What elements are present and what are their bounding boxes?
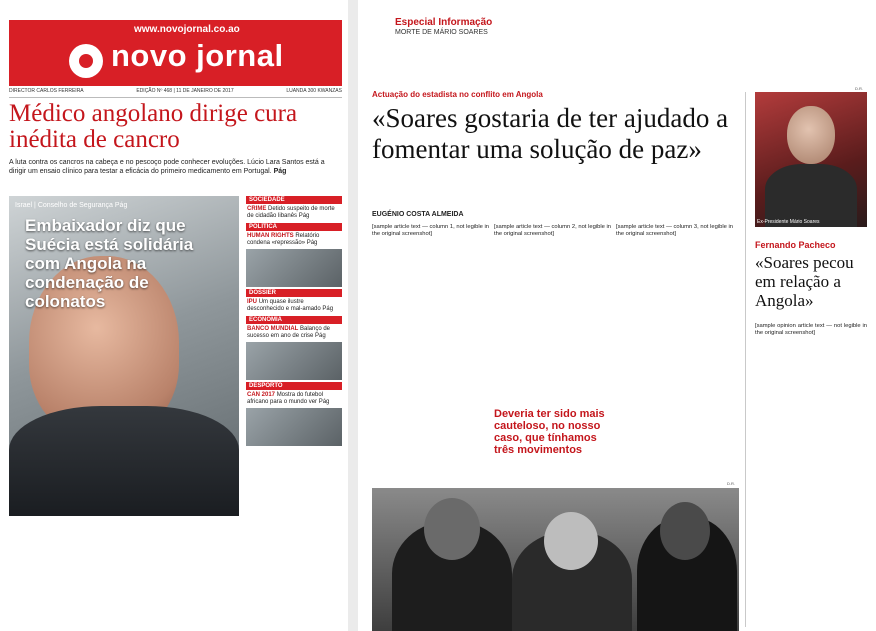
- front-headline: Médico angolano dirige cura inédita de cancro: [9, 100, 298, 153]
- front-kicker-page: Pág: [114, 202, 128, 209]
- special-subsection: MORTE DE MÁRIO SOARES: [395, 29, 488, 36]
- section-tag: BANCO MUNDIAL: [247, 326, 299, 332]
- masthead: [9, 20, 342, 86]
- section-text: [246, 390, 342, 407]
- section-label: POLÍTICA: [246, 223, 342, 231]
- portrait-body: [765, 164, 857, 227]
- article-author: EUGÉNIO COSTA ALMEIDA: [372, 211, 464, 218]
- section-teaser: Balanço de sucesso em ano de crise: [247, 326, 331, 339]
- edition: EDIÇÃO Nº 468 | 11 DE JANEIRO DE 2017: [136, 88, 234, 94]
- dateline: [9, 87, 342, 98]
- portrait-face: [787, 106, 835, 164]
- portrait-credit: D.R.: [855, 86, 863, 91]
- opinion-headline: «Soares pecou em relação a Angola»: [755, 253, 854, 310]
- section-teaser: Relatório condena «repressão»: [247, 233, 320, 246]
- section-tag: HUMAN RIGHTS: [247, 233, 294, 239]
- photo-head: [424, 498, 480, 560]
- article-headline: «Soares gostaria de ter ajudado a fomentar uma solução de paz»: [372, 103, 729, 164]
- section-tag: IPU: [247, 299, 258, 305]
- portrait-caption: Ex-Presidente Mário Soares: [757, 219, 820, 225]
- place-price: LUANDA 300 KWANZAS: [286, 88, 342, 94]
- section-sociedade[interactable]: [246, 196, 342, 221]
- front-photo-story: Embaixador diz que Suécia está solidária com Angola na condenação de colonatos: [25, 216, 194, 311]
- section-page: Pág: [298, 213, 310, 219]
- section-thumbnail: [246, 408, 342, 446]
- logo-icon: [69, 44, 103, 78]
- page-gutter: [348, 0, 358, 631]
- front-photo: [9, 196, 239, 516]
- soares-portrait: [755, 92, 867, 227]
- article-column-2: [sample article text — column 2, not legible in the original screenshot]: [494, 224, 611, 238]
- photo-suit: [9, 406, 239, 516]
- director: DIRECTOR CARLOS FERREIRA: [9, 88, 84, 94]
- section-page: Pág: [318, 399, 330, 405]
- masthead-url[interactable]: www.novojornal.co.ao: [134, 24, 240, 35]
- photo-head: [544, 512, 598, 570]
- section-text: [246, 231, 342, 248]
- section-economia[interactable]: [246, 316, 342, 380]
- opinion-body: [sample opinion article text — not legible in the original screenshot]: [755, 323, 867, 337]
- section-text: [246, 297, 342, 314]
- section-label: DESPORTO: [246, 382, 342, 390]
- front-lede-text: A luta contra os cancros na cabeça e no pescoço pode conhecer evoluções. Lúcio Lara Santos está a dirigir um ensaio clínico para testar a eficácia do primeiro medicamento em Portugal.: [9, 159, 325, 175]
- section-sidebar: [246, 196, 342, 448]
- section-dossier[interactable]: [246, 289, 342, 314]
- section-teaser: Um quase ilustre desconhecido e mal-amado: [247, 299, 321, 312]
- section-text: [246, 204, 342, 221]
- front-lede-page: Pág: [273, 168, 287, 175]
- front-kicker-text: Israel | Conselho de Segurança: [15, 202, 113, 209]
- article-column-3: [sample article text — column 3, not legible in the original screenshot]: [616, 224, 733, 238]
- section-label: DOSSIER: [246, 289, 342, 297]
- opinion-author: Fernando Pacheco: [755, 240, 836, 250]
- section-tag: CAN 2017: [247, 392, 276, 398]
- article-photo-credit: D.R.: [727, 481, 735, 486]
- article-column-1: [sample article text — column 1, not legible in the original screenshot]: [372, 224, 489, 238]
- section-tag: CRIME: [247, 206, 267, 212]
- article-photo: [372, 488, 739, 631]
- pull-quote: Deveria ter sido mais cauteloso, no nosso caso, que tínhamos três movimentos: [494, 408, 605, 456]
- section-desporto[interactable]: [246, 382, 342, 446]
- front-lede: [9, 158, 342, 176]
- special-section-title: Especial Informação: [395, 17, 493, 28]
- masthead-title: novo jornal: [111, 38, 284, 73]
- section-teaser: Mostra do futebol africano para o mundo ver: [247, 392, 324, 405]
- column-divider: [745, 92, 746, 627]
- section-label: ECONOMIA: [246, 316, 342, 324]
- section-page: Pág: [322, 306, 334, 312]
- front-page: [0, 0, 348, 631]
- front-kicker: [15, 202, 127, 209]
- photo-head: [660, 502, 710, 560]
- section-politica[interactable]: [246, 223, 342, 287]
- section-label: SOCIEDADE: [246, 196, 342, 204]
- section-page: Pág: [315, 333, 326, 339]
- section-teaser: Detido suspeito de morte de cidadão libanês: [247, 206, 335, 219]
- section-thumbnail: [246, 249, 342, 287]
- section-page: Pág: [306, 240, 318, 246]
- section-thumbnail: [246, 342, 342, 380]
- article-kicker: Actuação do estadista no conflito em Angola: [372, 90, 543, 99]
- section-text: [246, 324, 342, 341]
